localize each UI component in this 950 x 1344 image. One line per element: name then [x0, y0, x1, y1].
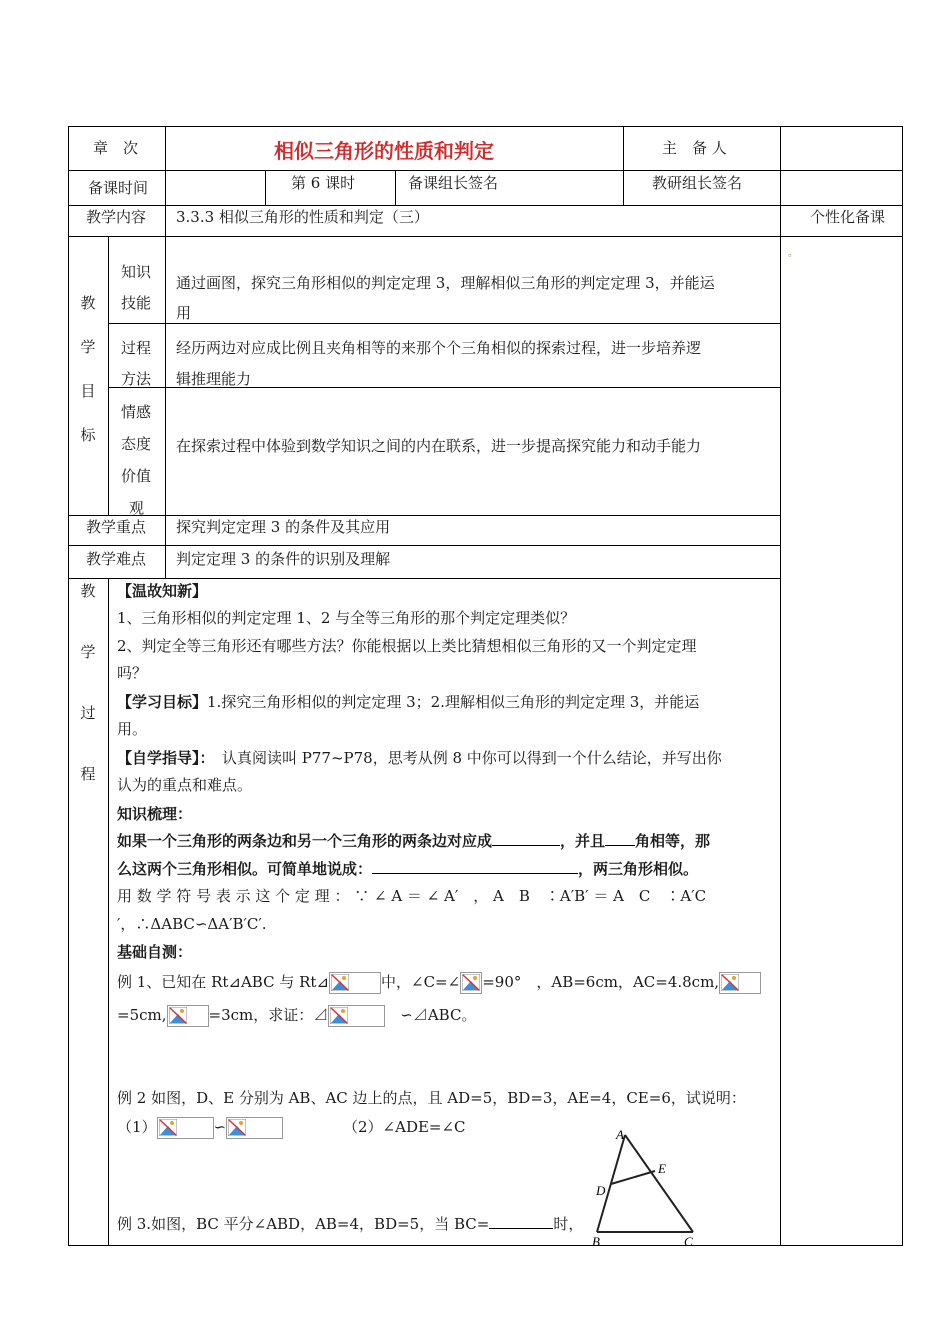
- theorem-text-a2: ，并且: [560, 832, 606, 850]
- ex3-blank[interactable]: [489, 1214, 553, 1229]
- row-line-1: [68, 170, 903, 171]
- ex2-similar-symbol: ∽: [213, 1118, 227, 1136]
- personal-label: 个性化备课: [810, 208, 886, 226]
- image-placeholder-icon: [329, 972, 381, 994]
- page-title: 相似三角形的性质和判定: [274, 139, 494, 163]
- theorem-blank-2[interactable]: [605, 831, 635, 846]
- segment-de: [611, 1171, 655, 1184]
- ex1-text-b2: =3cm，求证：⊿: [208, 1006, 329, 1024]
- obj-label-emotion-2: 态度: [121, 435, 152, 453]
- obj-line-1: [108, 323, 781, 324]
- review-q2-line1: 2、判定全等三角形还有哪些方法？你能根据以上类比猜想相似三角形的又一个判定定理: [117, 637, 697, 655]
- group-leader-label: 备课组长签名: [408, 174, 499, 192]
- difficulty-label: 教学难点: [86, 550, 147, 568]
- obj-label-knowledge-1: 知识: [121, 263, 152, 281]
- ex2-parts: [117, 1117, 283, 1139]
- obj-label-process-2: 方法: [121, 370, 152, 388]
- obj-label-emotion-4: 观: [129, 499, 145, 517]
- symbol-line2: ′，∴ΔABC∽ΔA′B′C′.: [117, 915, 267, 933]
- col-line-process: [108, 578, 109, 1246]
- obj-label-emotion-1: 情感: [121, 403, 152, 421]
- row-line-5: [68, 545, 781, 546]
- theorem-text-a1: 如果一个三角形的两条边和另一个三角形的两条边对应成: [117, 832, 493, 850]
- symbol-line1: 用 数 学 符 号 表 示 这 个 定 理 ： ∵ ∠ A ＝ ∠ A′ ， A B ∶A′B′ ＝ A C ∶A′C: [117, 887, 707, 905]
- theorem-line1: [117, 831, 710, 851]
- personal-mark: 。: [788, 248, 798, 259]
- obj-side-char-3: 目: [80, 382, 96, 400]
- content-label: 教学内容: [86, 208, 147, 226]
- goal-line1: [117, 692, 699, 712]
- obj-text-process-1: 经历两边对应成比例且夹角相等的来那个个三角相似的探索过程，进一步培养逻: [176, 339, 702, 357]
- review-q1: 1、三角形相似的判定定理 1、2 与全等三角形的那个判定定理类似？: [117, 609, 576, 627]
- col-line-preparer: [623, 126, 624, 205]
- row-line-2: [68, 205, 903, 206]
- theorem-blank-3[interactable]: [372, 859, 578, 874]
- guide-line2: 认为的重点和难点。: [117, 776, 253, 794]
- triangle-figure: [580, 1125, 705, 1247]
- ex3-line: [117, 1214, 583, 1234]
- obj-side-char-2: 学: [80, 338, 96, 356]
- col-line-lesson: [265, 170, 266, 205]
- col-right-border: [902, 126, 903, 1246]
- image-placeholder-icon: [226, 1117, 283, 1139]
- guide-heading: 【自学指导】：: [117, 749, 208, 767]
- image-placeholder-icon: [719, 972, 761, 994]
- chapter-label: 章 次: [93, 139, 139, 157]
- obj-text-emotion: 在探索过程中体验到数学知识之间的内在联系，进一步提高探究能力和动手能力: [176, 437, 702, 455]
- table-bottom-line: [68, 1245, 903, 1246]
- obj-label-emotion-3: 价值: [121, 467, 152, 485]
- label-b: B: [592, 1234, 600, 1247]
- ex3-text-a: 例 3.如图，BC 平分∠ABD，AB=4，BD=5，当 BC=: [117, 1215, 490, 1233]
- col-line-group: [395, 170, 396, 205]
- theorem-text-b2: ，两三角形相似。: [578, 860, 699, 878]
- col-line-obj-side: [108, 236, 109, 516]
- col-line-personal: [780, 126, 781, 1246]
- col-left-border: [68, 126, 69, 1246]
- preparer-label: 主 备 人: [662, 139, 727, 157]
- theorem-line2: [117, 859, 698, 879]
- obj-text-knowledge-1: 通过画图，探究三角形相似的判定定理 3，理解相似三角形的判定定理 3，并能运: [176, 274, 715, 292]
- selftest-heading: 基础自测：: [117, 943, 193, 961]
- theorem-blank-1[interactable]: [492, 831, 560, 846]
- image-placeholder-icon: [460, 972, 482, 994]
- proc-side-char-3: 过: [80, 704, 96, 722]
- col-line-label: [165, 126, 166, 236]
- row-line-3: [68, 236, 903, 237]
- obj-side-char-4: 标: [80, 426, 96, 444]
- label-c: C: [684, 1234, 693, 1247]
- image-placeholder-icon: [157, 1117, 214, 1139]
- image-placeholder-icon: [167, 1005, 209, 1027]
- label-e: E: [658, 1161, 666, 1176]
- obj-label-knowledge-2: 技能: [121, 294, 152, 312]
- ex1-text-b3: ∽⊿ABC。: [400, 1006, 477, 1024]
- side-ac: [625, 1135, 693, 1232]
- ex2-part2: （2）∠ADE=∠C: [343, 1118, 466, 1136]
- ex1-text-a3: =90° ，AB=6cm，AC=4.8cm,: [482, 973, 720, 991]
- ex1-line1: [117, 972, 761, 994]
- obj-side-char-1: 教: [80, 294, 96, 312]
- label-d: D: [596, 1183, 606, 1198]
- proc-side-char-2: 学: [80, 643, 96, 661]
- obj-text-knowledge-2: 用: [176, 304, 192, 322]
- ex3-text-b: 时，: [553, 1215, 584, 1233]
- label-a: A: [616, 1127, 624, 1142]
- obj-text-process-2: 辑推理能力: [176, 370, 252, 388]
- key-point-text: 探究判定定理 3 的条件及其应用: [176, 518, 391, 536]
- goal-line2: 用。: [117, 720, 148, 738]
- guide-line1: [117, 748, 722, 768]
- theorem-text-a3: 角相等，那: [635, 832, 711, 850]
- theorem-text-b1: 么这两个三角形相似。可简单地说成：: [117, 860, 373, 878]
- goal-text: 1.探究三角形相似的判定定理 3；2.理解相似三角形的判定定理 3，并能运: [207, 693, 700, 711]
- col-line-obj-label: [165, 236, 166, 578]
- guide-text: 认真阅读叫 P77~P78，思考从例 8 中你可以得到一个什么结论，并写出你: [207, 749, 722, 767]
- table-top-line: [68, 126, 903, 127]
- content-value: 3.3.3 相似三角形的性质和判定（三）: [176, 208, 429, 226]
- ex2-part1-label: （1）: [117, 1118, 157, 1136]
- ex1-text-b1: =5cm,: [117, 1006, 167, 1024]
- time-label: 备课时间: [88, 179, 149, 197]
- ex1-text-a2: 中，∠C=∠: [381, 973, 461, 991]
- difficulty-text: 判定定理 3 的条件的识别及理解: [176, 550, 391, 568]
- proc-side-char-1: 教: [80, 582, 96, 600]
- obj-label-process-1: 过程: [121, 339, 152, 357]
- ex1-text-a1: 例 1、已知在 Rt⊿ABC 与 Rt⊿: [117, 973, 330, 991]
- ex1-line2: [117, 1005, 476, 1027]
- review-heading: 【温故知新】: [117, 582, 208, 600]
- goal-heading: 【学习目标】: [117, 693, 208, 711]
- image-placeholder-icon: [328, 1005, 385, 1027]
- key-point-label: 教学重点: [86, 518, 147, 536]
- review-q2-line2: 吗？: [117, 664, 148, 682]
- lesson-label: 第 6 课时: [291, 174, 356, 192]
- row-line-6: [68, 578, 781, 579]
- research-leader-label: 教研组长签名: [652, 174, 743, 192]
- ex2-line: 例 2 如图，D、E 分别为 AB、AC 边上的点，且 AD=5，BD=3，AE=4，CE=6，试说明：: [117, 1089, 746, 1107]
- row-line-4: [68, 515, 781, 516]
- proc-side-char-4: 程: [80, 765, 96, 783]
- sort-heading: 知识梳理：: [117, 805, 193, 823]
